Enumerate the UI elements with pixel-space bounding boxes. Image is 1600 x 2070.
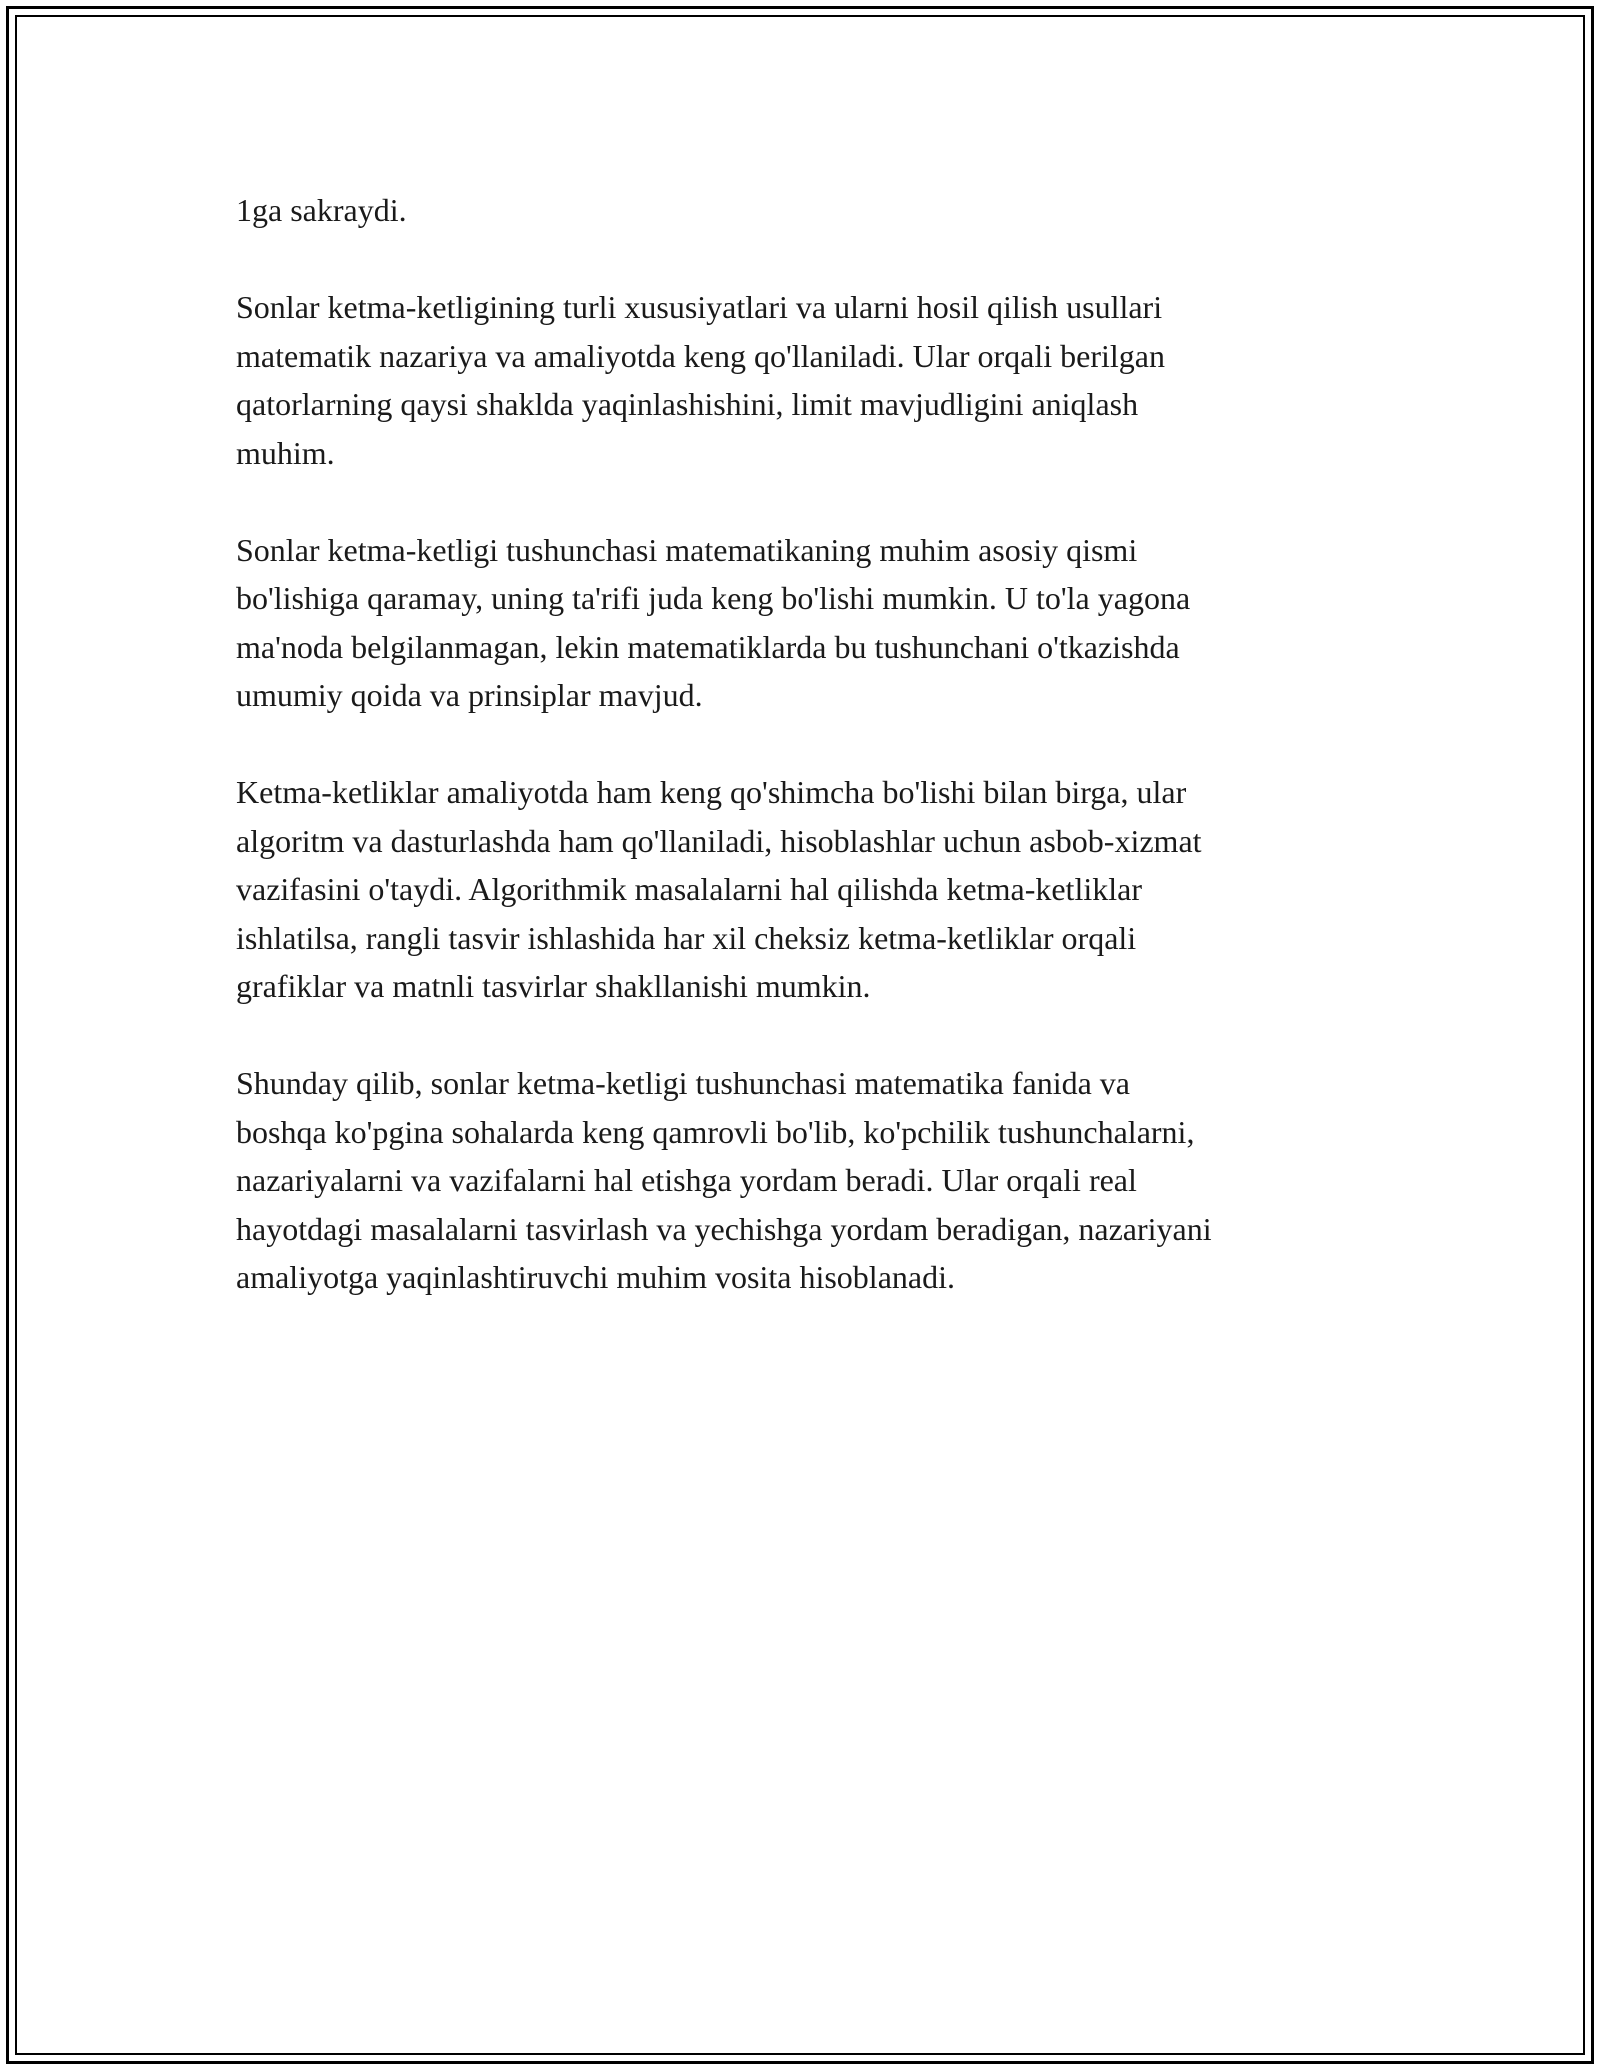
text-line: boshqa ko'pgina sohalarda keng qamrovli bo'lib, ko'pchilik tushunchalarni, (236, 1113, 1195, 1150)
text-line: ma'noda belgilanmagan, lekin matematiklarda bu tushunchani o'tkazishda (236, 628, 1180, 665)
paragraph-5 (236, 1059, 1366, 1302)
text-line: vazifasini o'taydi. Algorithmik masalalarni hal qilishda ketma-ketliklar (236, 871, 1142, 907)
text-line: umumiy qoida va prinsiplar mavjud. (236, 677, 703, 713)
text-line: qatorlarning qaysi shaklda yaqinlashishini, limit mavjudligini aniqlash (236, 386, 1139, 422)
text-line: Ketma-ketliklar amaliyotda ham keng qo'shimcha bo'lishi bilan birga, ular (236, 774, 1187, 810)
document-body (236, 186, 1366, 1350)
paragraph-1 (236, 186, 1366, 235)
text-line: Sonlar ketma-ketligining turli xususiyatlari va ularni hosil qilish usullari (236, 289, 1163, 325)
text-line: matematik nazariya va amaliyotda keng qo'llaniladi. Ular orqali berilgan (236, 337, 1165, 374)
text-line: Sonlar ketma-ketligi tushunchasi matematikaning muhim asosiy qismi (236, 531, 1138, 568)
text-line: 1ga sakraydi. (236, 192, 407, 228)
text-line: ishlatilsa, rangli tasvir ishlashida har xil cheksiz ketma-ketliklar orqali (236, 919, 1137, 956)
text-line: bo'lishiga qaramay, uning ta'rifi juda keng bo'lishi mumkin. U to'la yagona (236, 580, 1191, 616)
text-line: hayotdagi masalalarni tasvirlash va yechishga yordam beradigan, nazariyani (236, 1210, 1212, 1247)
paragraph-4 (236, 768, 1366, 1011)
text-line: grafiklar va matnli tasvirlar shakllanishi mumkin. (236, 968, 871, 1004)
paragraph-2 (236, 283, 1366, 477)
text-line: muhim. (236, 434, 335, 471)
text-line: nazariyalarni va vazifalarni hal etishga yordam beradi. Ular orqali real (236, 1162, 1137, 1198)
text-line: algoritm va dasturlashda ham qo'llaniladi, hisoblashlar uchun asbob-xizmat (236, 822, 1202, 859)
text-line: amaliyotga yaqinlashtiruvchi muhim vosita hisoblanadi. (236, 1259, 955, 1295)
text-line: Shunday qilib, sonlar ketma-ketligi tushunchasi matematika fanida va (236, 1065, 1130, 1101)
paragraph-3 (236, 526, 1366, 720)
